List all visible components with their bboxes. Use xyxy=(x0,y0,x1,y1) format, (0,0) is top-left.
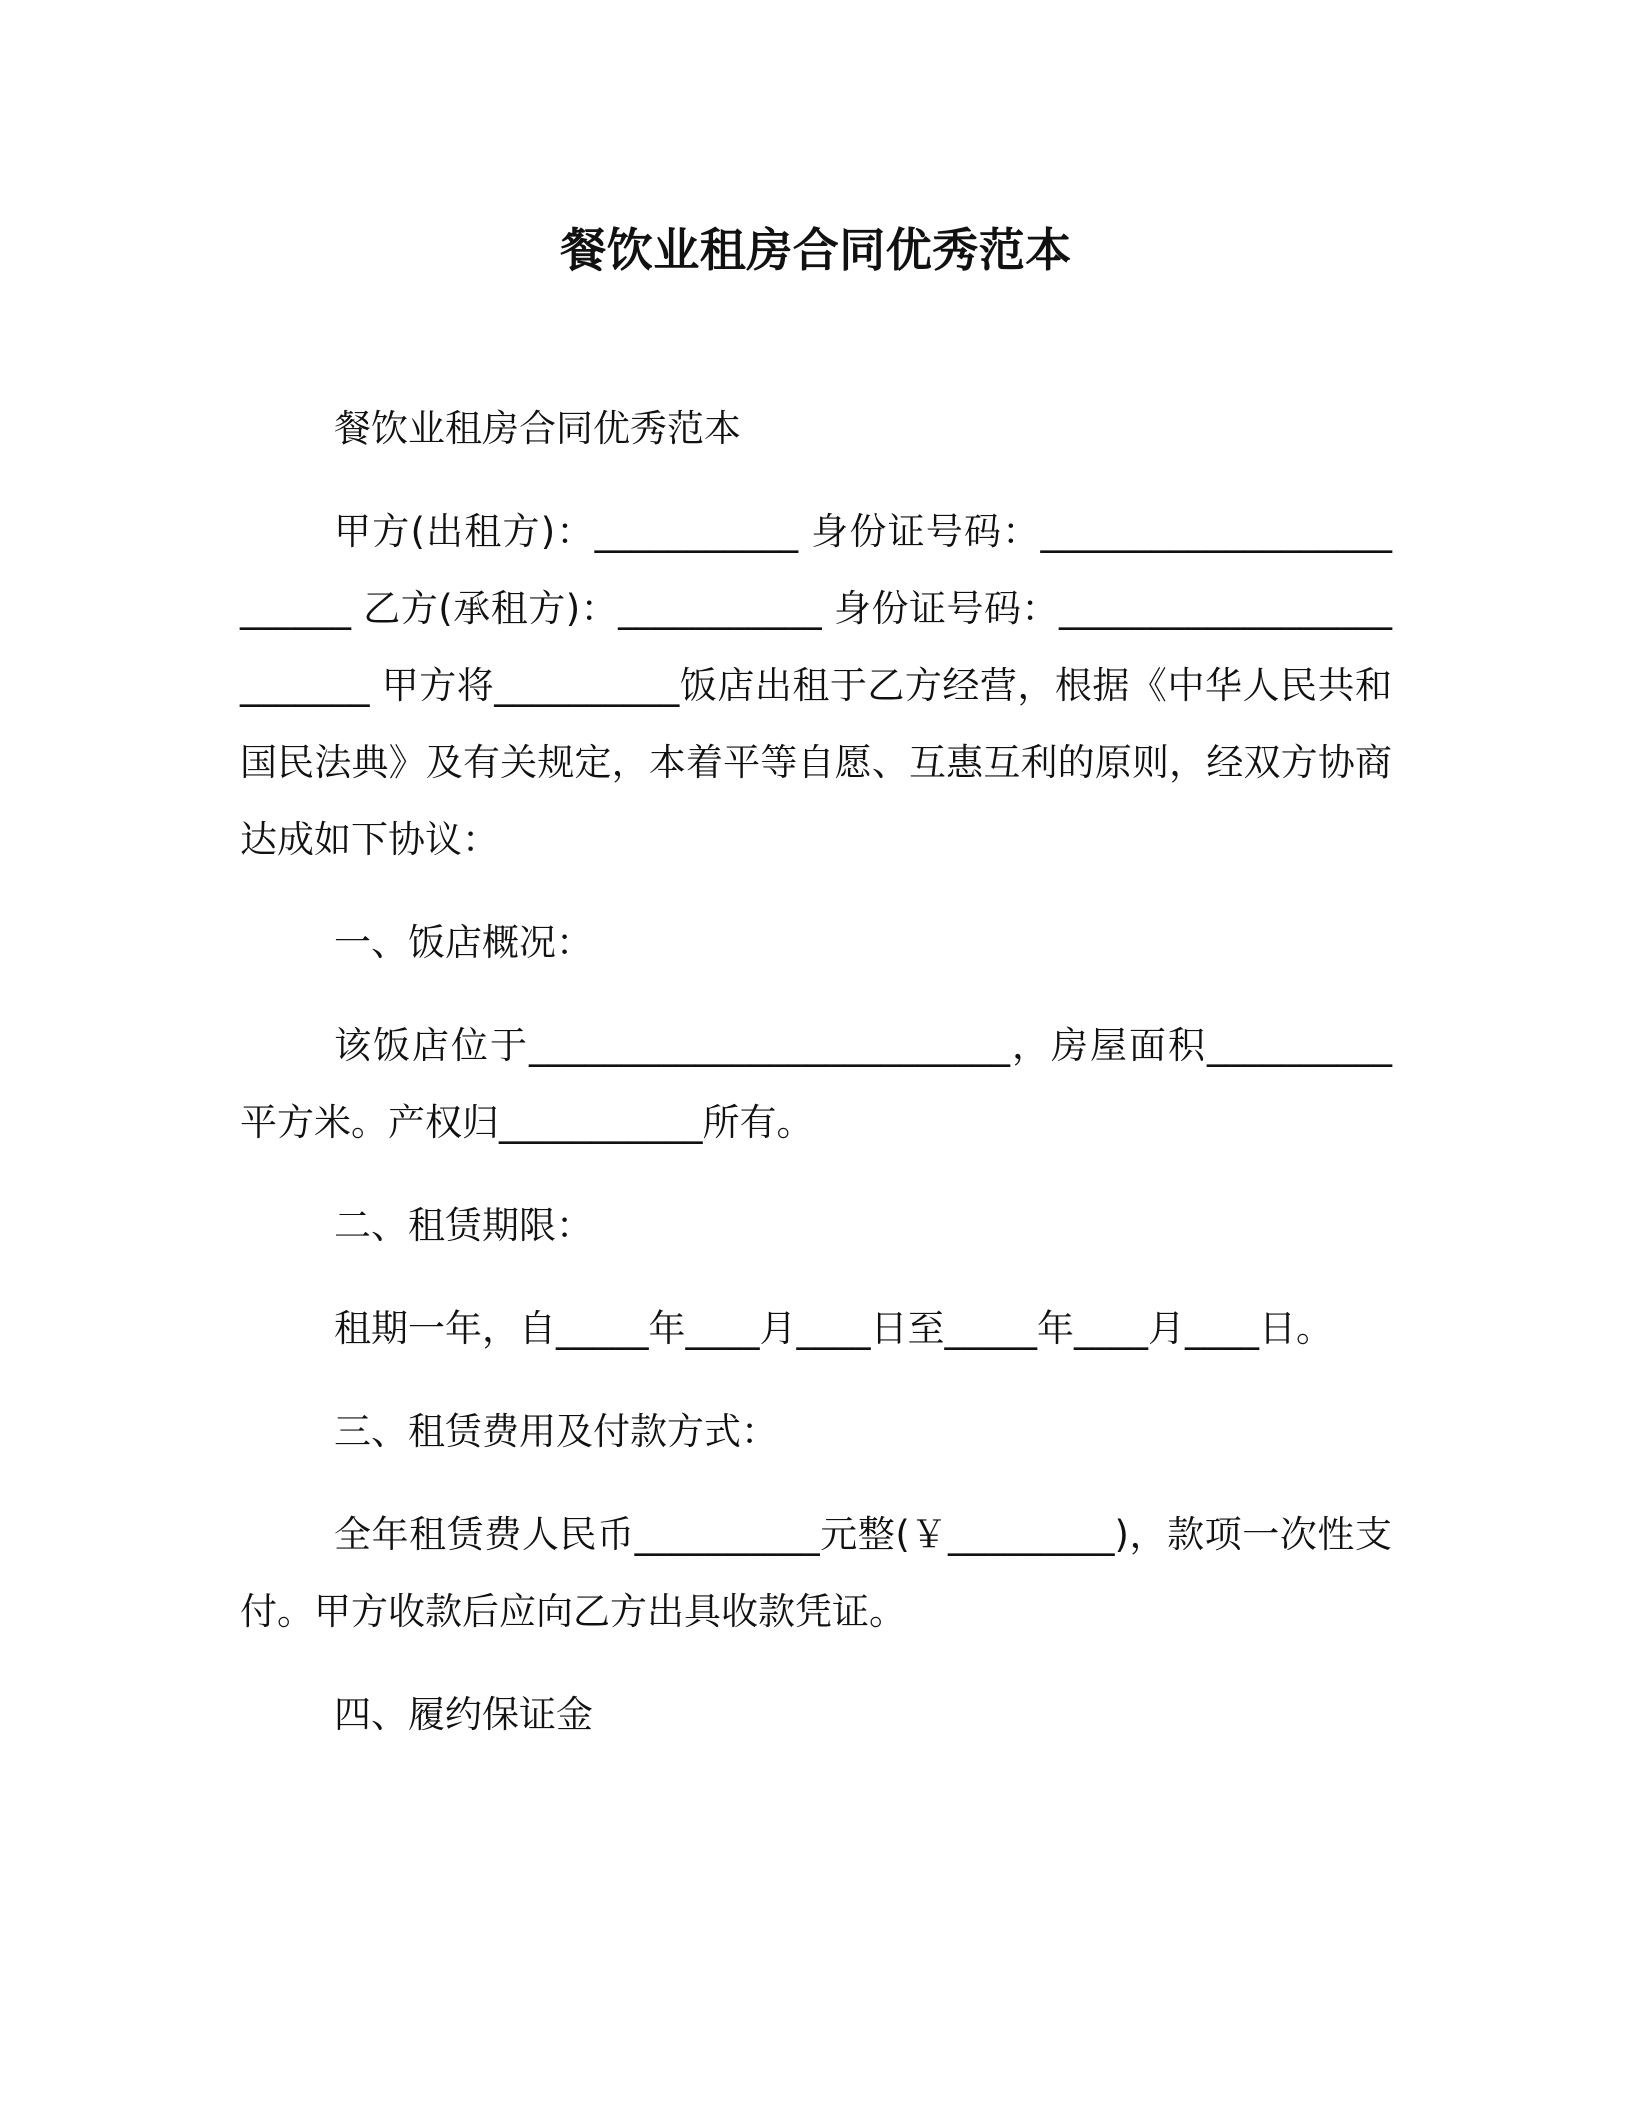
section-heading-4: 四、履约保证金 xyxy=(334,1693,593,1736)
section-heading-3: 三、租赁费用及付款方式： xyxy=(334,1410,778,1453)
subtitle-paragraph: 餐饮业租房合同优秀范本 xyxy=(334,407,741,450)
lease-term-paragraph: 租期一年，自_____年____月____日至_____年____月____日。 xyxy=(334,1307,1333,1350)
section-heading-1: 一、饭店概况： xyxy=(334,921,593,964)
parties-paragraph: 甲方(出租方)：___________ 身份证号码：_________________________ 乙方(承租方)：___________ 身份证号码：_________________________ 甲方将__________饭店出租于乙方经营，根据《中华人民共和国民法典》及有关规定，本着平等自愿、互惠互利的原则，经双方协商达成如下协议： xyxy=(240,510,1392,861)
restaurant-overview-paragraph: 该饭店位于__________________________，房屋面积__________平方米。产权归___________所有。 xyxy=(240,1024,1392,1144)
section-heading-2: 二、租赁期限： xyxy=(334,1204,593,1247)
rent-payment-paragraph: 全年租赁费人民币__________元整(￥_________)，款项一次性支付。甲方收款后应向乙方出具收款凭证。 xyxy=(240,1513,1392,1633)
document-title: 餐饮业租房合同优秀范本 xyxy=(560,223,1072,277)
document-body xyxy=(240,390,1392,1753)
